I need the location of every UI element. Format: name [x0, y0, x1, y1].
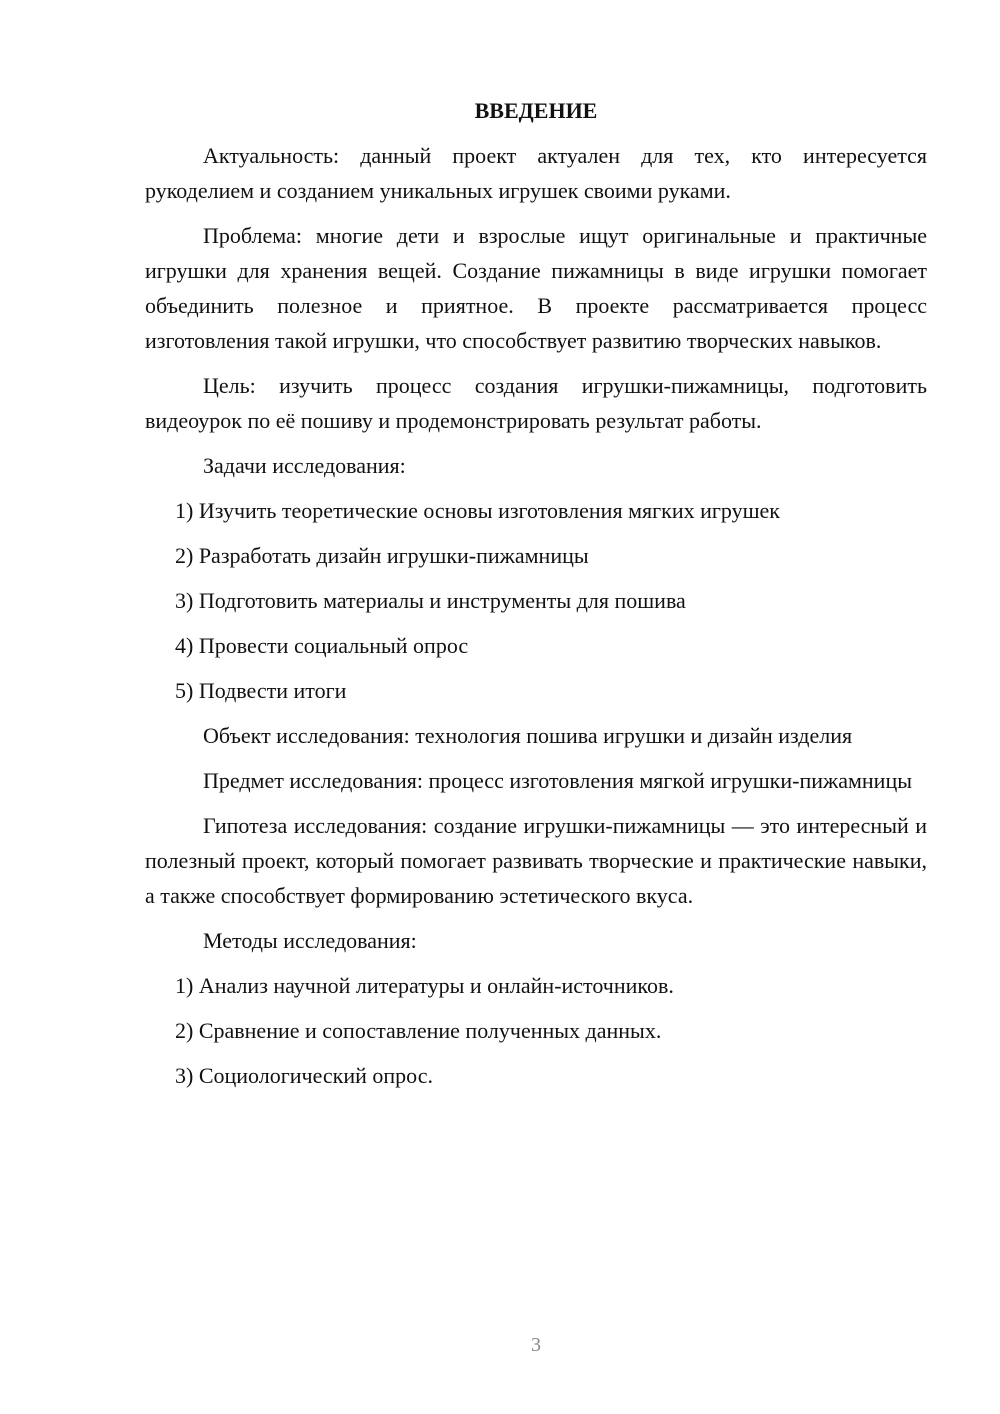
method-item: 3) Социологический опрос. [175, 1063, 433, 1088]
relevance-paragraph: Актуальность: данный проект актуален для тех, кто интересуется рукоделием и созданием уникальных игрушек своими руками. [145, 143, 927, 203]
task-item: 3) Подготовить материалы и инструменты для пошива [175, 588, 686, 613]
task-item: 4) Провести социальный опрос [175, 633, 469, 658]
task-item: 1) Изучить теоретические основы изготовления мягких игрушек [175, 498, 780, 523]
tasks-heading: Задачи исследования: [203, 453, 406, 478]
task-item: 5) Подвести итоги [175, 678, 347, 703]
task-item: 2) Разработать дизайн игрушки-пижамницы [175, 543, 589, 568]
object-paragraph: Объект исследования: технология пошива игрушки и дизайн изделия [203, 723, 853, 748]
page-number: 3 [531, 1334, 541, 1356]
hypothesis-paragraph: Гипотеза исследования: создание игрушки-пижамницы — это интересный и полезный проект, который помогает развивать творческие и практические навыки, а также способствует формированию эстетического вкуса. [145, 813, 927, 908]
page-content [145, 95, 927, 1103]
method-item: 2) Сравнение и сопоставление полученных данных. [175, 1018, 662, 1043]
goal-paragraph: Цель: изучить процесс создания игрушки-пижамницы, подготовить видеоурок по её пошиву и продемонстрировать результат работы. [145, 373, 927, 433]
method-item: 1) Анализ научной литературы и онлайн-источников. [175, 973, 674, 998]
section-title: ВВЕДЕНИЕ [474, 98, 598, 123]
subject-paragraph: Предмет исследования: процесс изготовления мягкой игрушки-пижамницы [203, 768, 912, 793]
methods-heading: Методы исследования: [203, 928, 417, 953]
problem-paragraph: Проблема: многие дети и взрослые ищут оригинальные и практичные игрушки для хранения вещей. Создание пижамницы в виде игрушки помогает объединить полезное и приятное. В проекте рассматривается процесс изготовления такой игрушки, что способствует развитию творческих навыков. [145, 223, 927, 353]
